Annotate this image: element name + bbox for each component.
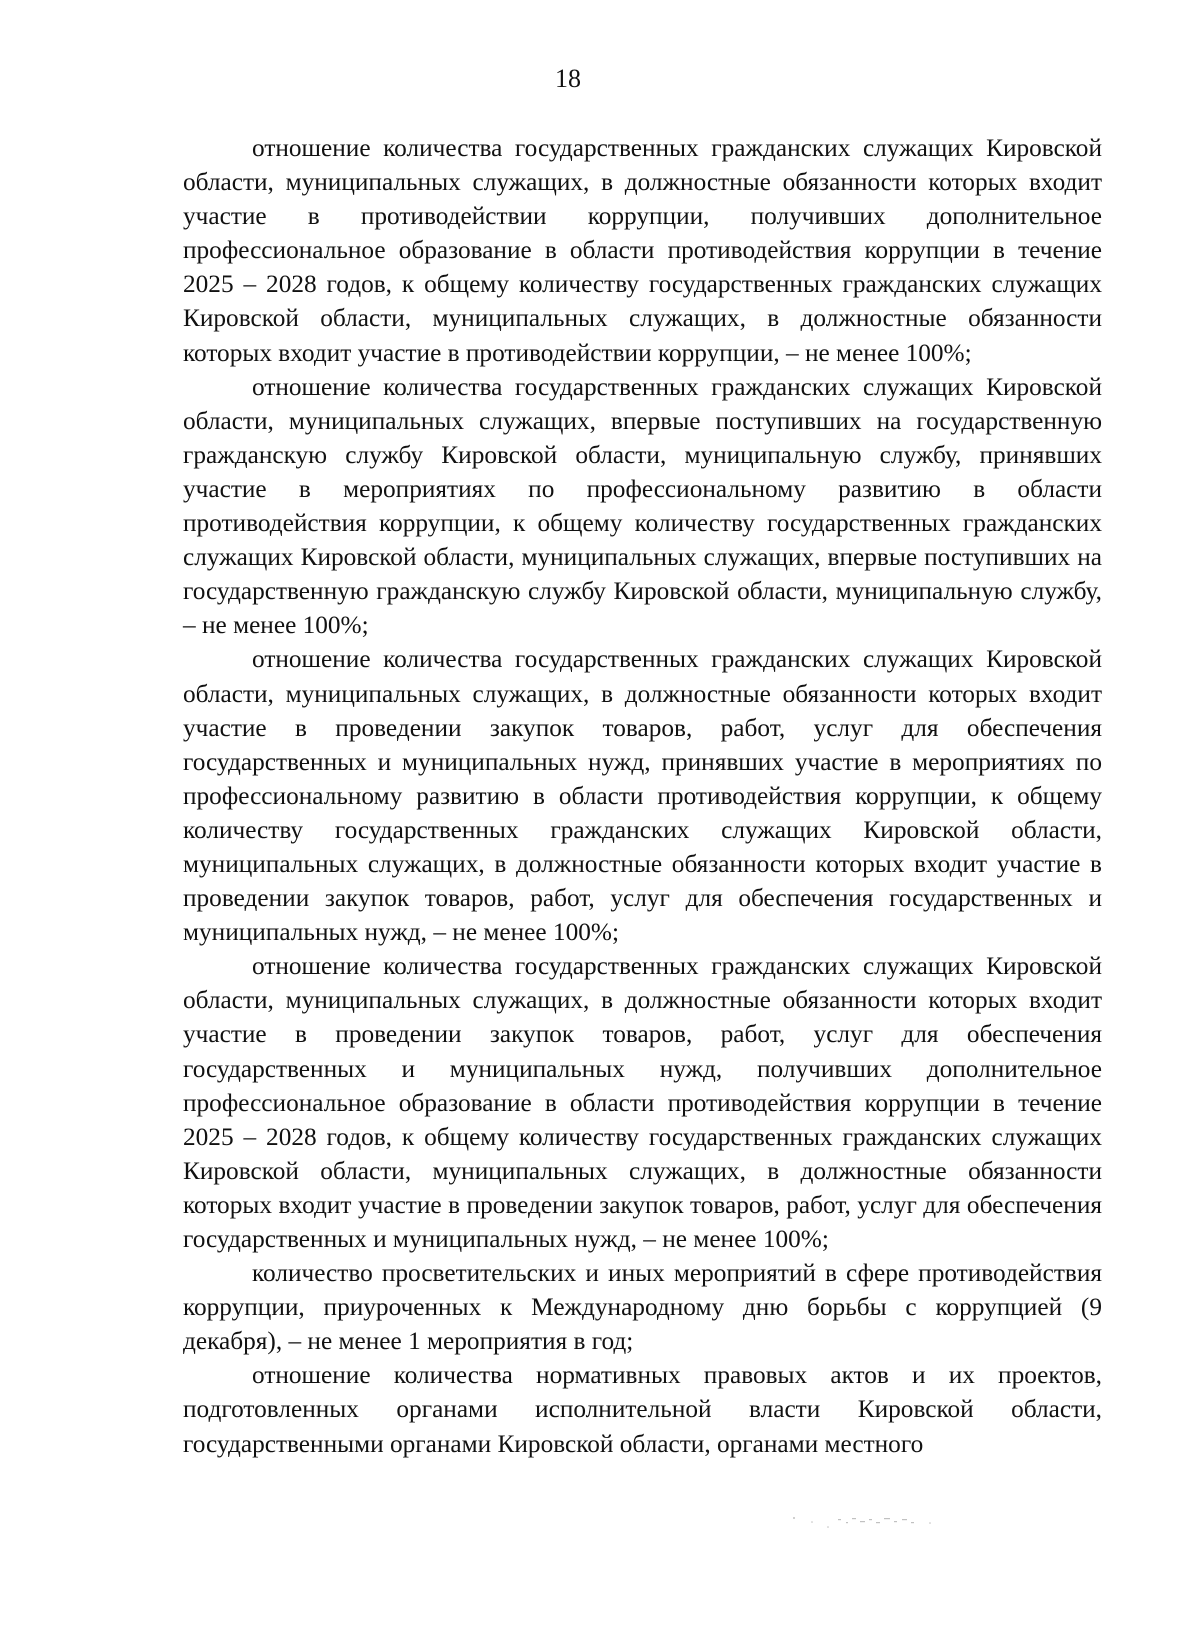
paragraph-1: отношение количества государственных гражданских служащих Кировской области, муниципальных служащих, в должностные обязанности которых входит участие в противодействии коррупции, получивших дополнительное профессиональное образование в области противодействия коррупции в течение 2025 – 2028 годов, к общему количеству государственных гражданских служащих Кировской области, муниципальных служащих, в должностные обязанности которых входит участие в противодействии коррупции, – не менее 100%; <box>183 134 1102 367</box>
paragraph-3: отношение количества государственных гражданских служащих Кировской области, муниципальных служащих, в должностные обязанности которых входит участие в проведении закупок товаров, работ, услуг для обеспечения государственных и муниципальных нужд, принявших участие в мероприятиях по профессиональному развитию в области противодействия коррупции, к общему количеству государственных гражданских служащих Кировской области, муниципальных служащих, в должностные обязанности которых входит участие в проведении закупок товаров, работ, услуг для обеспечения государственных и муниципальных нужд, – не менее 100%; <box>183 645 1102 947</box>
scan-artifact <box>790 1510 940 1532</box>
paragraph-5: количество просветительских и иных мероприятий в сфере противодействия коррупции, приуроченных к Международному дню борьбы с коррупцией (9 декабря), – не менее 1 мероприятия в год; <box>183 1259 1102 1356</box>
document-body <box>183 131 1102 1461</box>
paragraph-6-truncated: отношение количества нормативных правовых актов и их проектов, подготовленных органами исполнительной власти Кировской области, государственными органами Кировской области, органами местного <box>183 1361 1102 1458</box>
paragraph-2: отношение количества государственных гражданских служащих Кировской области, муниципальных служащих, впервые поступивших на государственную гражданскую службу Кировской области, муниципальную службу, принявших участие в мероприятиях по профессиональному развитию в области противодействия коррупции, к общему количеству государственных гражданских служащих Кировской области, муниципальных служащих, впервые поступивших на государственную гражданскую службу Кировской области, муниципальную службу, – не менее 100%; <box>183 372 1102 640</box>
page-number: 18 <box>555 64 581 93</box>
paragraph-4: отношение количества государственных гражданских служащих Кировской области, муниципальных служащих, в должностные обязанности которых входит участие в проведении закупок товаров, работ, услуг для обеспечения государственных и муниципальных нужд, получивших дополнительное профессиональное образование в области противодействия коррупции в течение 2025 – 2028 годов, к общему количеству государственных гражданских служащих Кировской области, муниципальных служащих, в должностные обязанности которых входит участие в проведении закупок товаров, работ, услуг для обеспечения государственных и муниципальных нужд, – не менее 100%; <box>183 952 1102 1253</box>
